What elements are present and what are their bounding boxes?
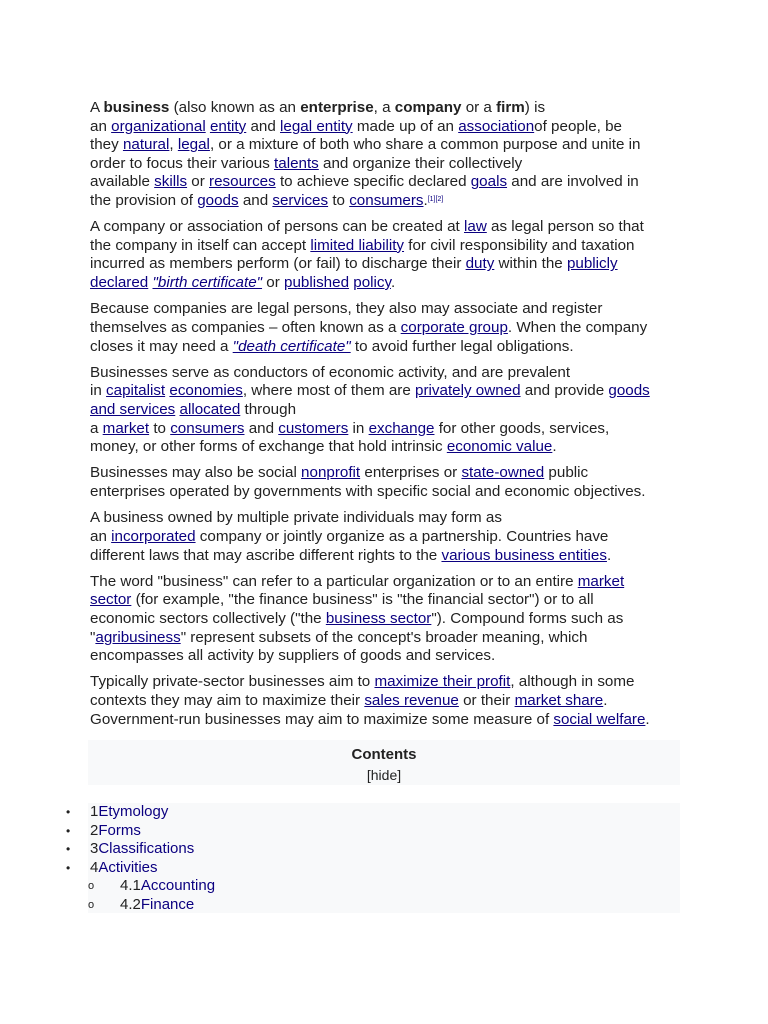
article-link[interactable]: market share: [514, 692, 604, 710]
article-link[interactable]: agribusiness: [95, 628, 181, 646]
text-run: encompasses all activity by suppliers of goods and services.: [90, 647, 496, 665]
text-run: themselves as companies – often known as a: [90, 318, 401, 336]
article-link[interactable]: talents: [274, 154, 319, 172]
article-link[interactable]: declared: [90, 274, 149, 292]
text-run: A company or association of persons can be created at: [90, 218, 464, 236]
text-run: as legal person so that: [486, 218, 644, 236]
toc-number: 4: [90, 858, 99, 876]
toc-number: 4.1: [120, 877, 141, 895]
article-link[interactable]: allocated: [179, 400, 241, 418]
text-run: , where most of them are: [242, 382, 416, 400]
bullet-icon: •: [66, 860, 71, 875]
article-link[interactable]: sector: [90, 591, 132, 609]
text-run: (also known as an: [169, 99, 301, 116]
text-run: incurred as members perform (or fail) to discharge their: [90, 255, 466, 273]
article-link[interactable]: skills: [154, 173, 188, 191]
article-link[interactable]: sales revenue: [364, 692, 459, 710]
text-run: "). Compound forms such as: [431, 609, 624, 627]
article-link[interactable]: customers: [278, 419, 349, 437]
paragraph: [90, 300, 680, 356]
text-run: .: [423, 191, 428, 209]
bold-term: enterprise: [300, 99, 374, 116]
text-run: ,: [169, 136, 178, 154]
text-run: enterprises or: [360, 464, 462, 482]
text-run: an: [90, 117, 112, 135]
bullet-icon: •: [66, 842, 71, 857]
text-run: , or a mixture of both who share a common purpose and unite in: [209, 136, 641, 154]
circle-bullet-icon: o: [88, 880, 95, 893]
article-link[interactable]: exchange: [368, 419, 435, 437]
text-run: within the: [494, 255, 567, 273]
article-body: [90, 99, 680, 737]
bold-term: business: [103, 99, 170, 116]
toc-link[interactable]: Etymology: [98, 803, 169, 820]
text-run: in: [90, 382, 107, 400]
text-run: contexts they may aim to maximize their: [90, 692, 365, 710]
text-run: and are involved in: [507, 173, 639, 191]
toc-number: 2: [90, 821, 99, 839]
paragraph: [90, 364, 680, 457]
bullet-icon: •: [66, 805, 71, 819]
toc-entry-text: [90, 803, 168, 822]
text-run: The word "business" can refer to a particular organization or to an entire: [90, 572, 578, 590]
circle-bullet-icon: o: [88, 899, 95, 911]
paragraph: [90, 573, 680, 666]
text-run: Businesses serve as conductors of economic activity, and are prevalent: [90, 363, 571, 381]
bullet-icon: •: [66, 823, 71, 838]
text-run: to avoid further legal obligations.: [350, 337, 574, 355]
toc-title: Contents: [351, 746, 417, 763]
toc-link[interactable]: Classifications: [98, 840, 195, 858]
text-run: .: [606, 546, 612, 564]
text-run: and: [244, 419, 279, 437]
text-run: (for example, "the finance business" is "the financial sector") or to all: [131, 591, 594, 609]
toc-entry-text: [90, 840, 194, 859]
text-run: closes it may need a: [90, 337, 233, 355]
bold-term: company: [394, 99, 462, 116]
text-run: company or jointly organize as a partnership. Countries have: [195, 527, 609, 545]
article-link[interactable]: "birth certificate": [152, 274, 263, 292]
article-link[interactable]: economic value: [446, 438, 553, 456]
toc-header: [88, 740, 680, 785]
text-run: to: [149, 419, 171, 437]
article-link[interactable]: duty: [465, 255, 495, 273]
text-run: Government-run businesses may aim to maximize some measure of: [90, 710, 554, 728]
article-link[interactable]: various business entities: [441, 546, 607, 564]
text-run: or a: [461, 99, 497, 116]
text-run: enterprises operated by governments with specific social and economic objectives.: [90, 483, 646, 501]
article-link[interactable]: goods: [197, 191, 239, 209]
article-link[interactable]: business sector: [325, 609, 432, 627]
article-link[interactable]: organizational: [111, 117, 206, 135]
citation-ref[interactable]: [1][2]: [427, 195, 444, 203]
text-run: economic sectors collectively ("the: [90, 609, 326, 627]
text-run: and: [238, 191, 273, 209]
text-run: ) is: [524, 99, 546, 116]
toc-list: [66, 803, 680, 913]
text-run: available: [90, 173, 155, 191]
text-run: for civil responsibility and taxation: [404, 236, 635, 254]
paragraph: [90, 673, 680, 729]
article-link[interactable]: law: [464, 218, 487, 236]
text-run: or their: [458, 692, 515, 710]
article-link[interactable]: publicly: [566, 255, 618, 273]
text-run: or: [262, 274, 284, 292]
article-link[interactable]: entity: [209, 117, 247, 135]
text-run: .: [603, 692, 608, 710]
article-link[interactable]: incorporated: [111, 527, 196, 545]
article-link[interactable]: natural: [122, 136, 170, 154]
article-link[interactable]: services: [272, 191, 329, 209]
text-run: they: [90, 136, 123, 154]
text-run: . When the company: [507, 318, 648, 336]
toc-link[interactable]: Accounting: [140, 877, 216, 895]
article-link[interactable]: privately owned: [415, 382, 521, 400]
toc-entry-text: [90, 822, 141, 841]
article-link[interactable]: market: [577, 572, 625, 590]
bold-term: firm: [496, 99, 525, 116]
text-run: and: [246, 117, 281, 135]
toc-number: 1: [90, 803, 99, 820]
text-run: to achieve specific declared: [275, 173, 471, 191]
text-run: ": [90, 628, 96, 646]
text-run: to: [328, 191, 350, 209]
article-link[interactable]: corporate group: [400, 318, 508, 336]
text-run: a: [90, 419, 103, 437]
toc-entry-text: [120, 896, 194, 915]
text-run: .: [645, 710, 650, 728]
text-run: and provide: [520, 382, 609, 400]
text-run: Businesses may also be social: [90, 464, 302, 482]
toc-link[interactable]: Activities: [98, 858, 158, 876]
toc-hide-toggle[interactable]: [hide]: [366, 767, 402, 783]
toc-entry-text: [120, 877, 215, 896]
article-link[interactable]: resources: [209, 173, 276, 191]
toc-entry-text: [90, 859, 158, 878]
text-run: public: [544, 464, 589, 482]
toc-link[interactable]: Forms: [98, 821, 141, 839]
article-link[interactable]: goals: [470, 173, 508, 191]
text-run: A business owned by multiple private individuals may form as: [90, 509, 502, 527]
article-link[interactable]: policy: [353, 274, 391, 292]
text-run: .: [552, 438, 557, 456]
text-run: order to focus their various: [90, 154, 275, 172]
article-link[interactable]: legal: [177, 136, 210, 154]
toc-link[interactable]: Finance: [140, 896, 195, 913]
text-run: for other goods, services,: [434, 419, 610, 437]
text-run: Because companies are legal persons, they also may associate and register: [90, 300, 603, 318]
text-run: made up of an: [352, 117, 459, 135]
paragraph: [90, 509, 680, 565]
text-run: money, or other forms of exchange that hold intrinsic: [90, 438, 447, 456]
text-run: the company in itself can accept: [90, 236, 311, 254]
article-link[interactable]: state-owned: [461, 464, 545, 482]
article-link[interactable]: nonprofit: [301, 464, 361, 482]
article-link[interactable]: economies: [169, 382, 243, 400]
article-link[interactable]: "death certificate": [232, 337, 351, 355]
text-run: through: [240, 400, 297, 418]
text-run: an: [90, 527, 112, 545]
article-link[interactable]: and services: [90, 400, 176, 418]
article-link[interactable]: association: [458, 117, 535, 135]
text-run: Typically private-sector businesses aim to: [90, 673, 375, 691]
text-run: A: [90, 99, 104, 116]
article-link[interactable]: published: [284, 274, 350, 292]
toc-number: 4.2: [120, 896, 141, 913]
text-run: different laws that may ascribe different rights to the: [90, 546, 442, 564]
article-link[interactable]: market: [102, 419, 150, 437]
text-run: in: [348, 419, 369, 437]
article-link[interactable]: social welfare: [553, 710, 646, 728]
text-run: or: [187, 173, 210, 191]
text-run: .: [390, 274, 396, 292]
paragraph: [90, 218, 680, 292]
text-run: , a: [373, 99, 395, 116]
paragraph: [90, 464, 680, 501]
article-link[interactable]: goods: [608, 382, 650, 400]
article-link[interactable]: maximize their profit: [374, 673, 511, 691]
article-link[interactable]: legal entity: [280, 117, 353, 135]
text-run: and organize their collectively: [318, 154, 523, 172]
article-link[interactable]: consumers: [170, 419, 245, 437]
toc-number: 3: [90, 840, 99, 858]
article-link[interactable]: capitalist: [106, 382, 166, 400]
article-link[interactable]: consumers: [349, 191, 424, 209]
article-link[interactable]: limited liability: [310, 236, 405, 254]
text-run: , although in some: [510, 673, 635, 691]
text-run: of people, be: [534, 117, 622, 135]
text-run: " represent subsets of the concept's broader meaning, which: [180, 628, 588, 646]
text-run: the provision of: [90, 191, 198, 209]
paragraph: [90, 99, 680, 211]
